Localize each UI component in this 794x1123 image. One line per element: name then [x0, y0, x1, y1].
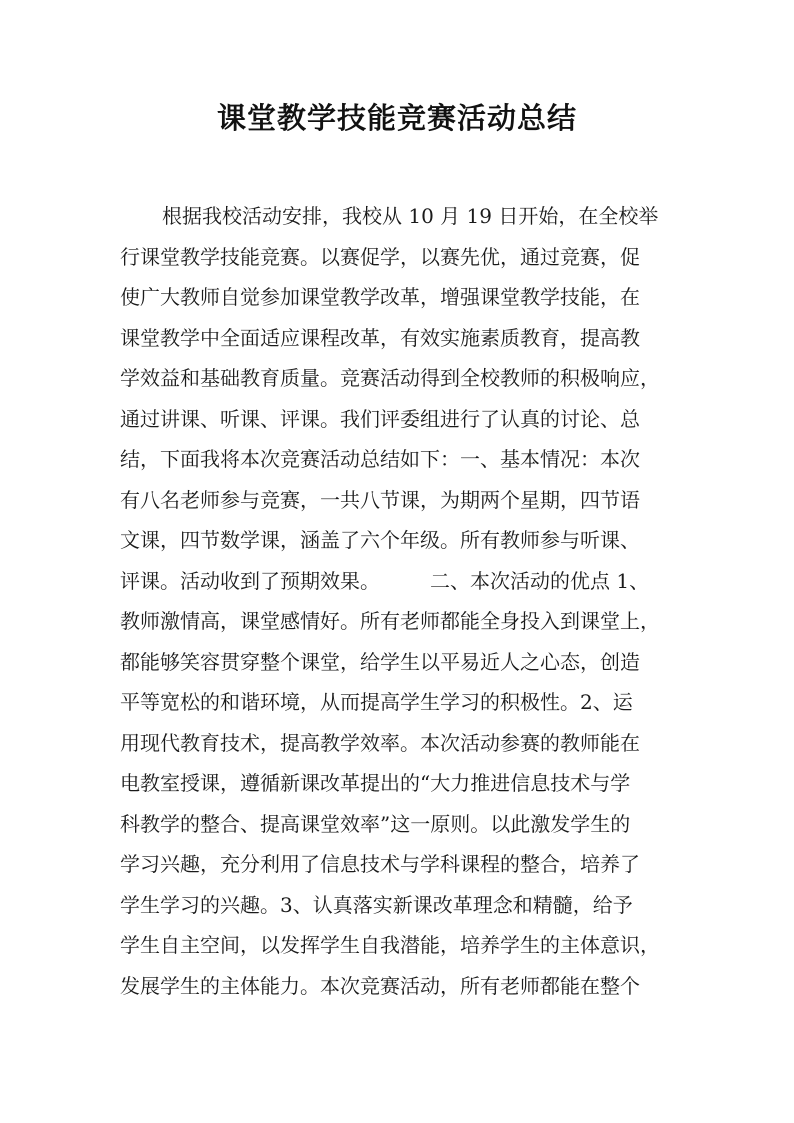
- text-line: 课堂教学中全面适应课程改革，有效实施素质教育，提高教: [120, 325, 640, 350]
- text-line: 平等宽松的和谐环境，从而提高学生学习的积极性。2、运: [120, 690, 633, 714]
- text-line: 有八名老师参与竞赛，一共八节课，为期两个星期，四节语: [120, 487, 640, 512]
- text-line: 文课，四节数学课，涵盖了六个年级。所有教师参与听课、: [120, 528, 640, 552]
- text-line: 发展学生的主体能力。本次竞赛活动，所有老师都能在整个: [120, 973, 640, 998]
- text-line: 根据我校活动安排，我校从 10 月 19 日开始，在全校举: [162, 204, 659, 228]
- text-line: 使广大教师自觉参加课堂教学改革，增强课堂教学技能，在: [120, 285, 640, 309]
- text-line: 学效益和基础教育质量。竞赛活动得到全校教师的积极响应，: [120, 366, 660, 390]
- document-body: [120, 196, 690, 1006]
- text-line: 电教室授课，遵循新课改革提出的“大力推进信息技术与学: [120, 771, 631, 795]
- text-line: 学生自主空间，以发挥学生自我潜能，培养学生的主体意识，: [120, 933, 660, 957]
- text-line: 评课。活动收到了预期效果。 二、本次活动的优点 1、: [120, 568, 650, 593]
- text-line: 教师激情高，课堂感情好。所有老师都能全身投入到课堂上，: [120, 609, 660, 633]
- text-line: 结，下面我将本次竞赛活动总结如下：一、基本情况：本次: [120, 447, 640, 471]
- text-line: 学习兴趣，充分利用了信息技术与学科课程的整合，培养了: [120, 852, 640, 876]
- text-line: 科教学的整合、提高课堂效率”这一原则。以此激发学生的: [120, 811, 631, 836]
- text-line: 用现代教育技术，提高教学效率。本次活动参赛的教师能在: [120, 730, 640, 755]
- text-line: 都能够笑容贯穿整个课堂，给学生以平易近人之心态，创造: [120, 649, 640, 674]
- text-line: 通过讲课、听课、评课。我们评委组进行了认真的讨论、总: [120, 406, 640, 431]
- text-line: 行课堂教学技能竞赛。以赛促学，以赛先优，通过竞赛，促: [120, 244, 640, 269]
- document-title: 课堂教学技能竞赛活动总结: [216, 101, 577, 135]
- text-line: 学生学习的兴趣。3、认真落实新课改革理念和精髓，给予: [120, 892, 633, 917]
